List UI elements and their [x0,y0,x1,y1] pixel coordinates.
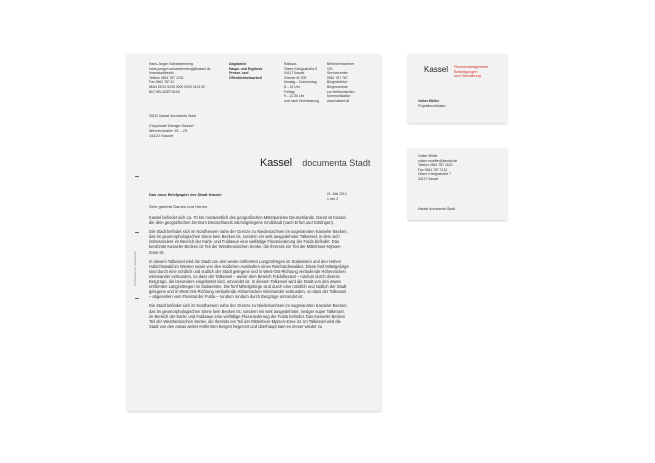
address-line: Montag – Donnerstag [284,80,317,85]
address-line: Rathaus [284,62,297,66]
address-block [284,62,319,103]
contact-line: Fax 0561 787 2132 [418,167,448,172]
city-logo [260,153,370,171]
letter-body [149,215,349,405]
sender-line: Telefon 0561 787 1234 [149,75,184,80]
sender-line: hans-juergen.schwedemberg@kassel.de [149,66,211,71]
dept-line: Abgabebei [229,62,247,66]
logo-word: Kassel [260,157,292,169]
department-block [229,62,262,80]
letter-date: 21. Mai 2012 [327,192,347,196]
contact-line: 34117 Kassel [418,176,439,181]
return-address: 34112 Kassel documenta Stadt [149,114,196,118]
punch-mark [135,232,139,233]
body-paragraph: Die Stadt befindet sich im Nordhessen nahe der Grenze zu Niedersachsen im sogenannten Kasseler Becken, das im geomorphologischen Sinne kein Becken ist, sondern ein weit ausgedehnter Talkessel, in dem sich insbesondere im Bereich der Karls- und Fuldaaue eine vielfältige Flussniederung der Fulda befindet. Das berühmte Kasseler Becken ist Teil der Westhessischen Senke, die Ihrersits ein Teil der Mittelmeer-Mjösen-Zone ist. [149,229,348,255]
address-line: 8 – 15 Uhr [284,84,300,89]
body-paragraph: Kassel befindet sich ca. 70 km nordwestlich des geografischen Mittelpunktes Deutschlands. Damit ist Kassel die dem geografischen Zentrum Deutschlands nächstgelegene Großstadt (nach Erfurt und Göttingen). [149,215,346,226]
subject-line: Das neue Briefpapier der Stadt Kassel [149,192,222,197]
service-line: 0561 787 787 [327,75,348,80]
salutation: Sehr geehrte Damen und Herren, [149,204,209,209]
service-line: 115 [327,66,333,71]
sender-line: BIC HELADEF1KAS [149,89,180,94]
contact-line: Volker Müller [418,154,438,158]
card-footer: Kassel documenta Stadt [418,207,455,211]
card-name: Volker Müller [418,99,440,103]
sender-line: Fax 0561 787 67 [149,80,175,85]
address-line: und nach Vereinbarung [284,98,320,103]
fold-mark-top [135,176,139,177]
card-contact-block [418,154,457,182]
service-line: Behördennummer [327,62,355,66]
logo-tagline: documenta Stadt [302,158,371,168]
service-block [327,62,355,103]
department-line: Finanzmanagement [454,64,489,69]
address-line: Zimmer W 209 [284,75,307,80]
sender-line: Innenstadtbezirk [149,71,174,76]
department-line: und Verwaltung [454,73,481,79]
service-line: Kommunikation [327,94,351,99]
business-card-back [408,148,507,220]
card-title: Projektkoordinator [418,104,446,108]
body-paragraph: In diesem Talkessel wird die Stadt von den weiter entfernten Langzeitregen im Südwesten und den Hohen Habichtswald im Westen sowie von den südlichen Ausläufern eines Reinhardswaldes. Diese fünf Mittelgebirge sind durch eine nördlich und südlich der Stadt gelegene und in West-Ost-Richtung verlaufende Höhenrücken miteinander verbunden, so dass der Talkessel – außer dem Bereich Fuldaflusstal – rundum durch diverse Bergzüge, die besonders eingebettet sind, umrundet ist. In diesem Talkessel wird die Stadt von den etwas entfernten Langzeitregen im Südwesten. Die fünf Mittelgebirge sind durch eine nördlich und südlich der Stadt gelegene und in West-Ost-Richtung verlaufende Höhenrücken miteinander verbunden, so dass der Talkessel – abgesehen vom Flusstal der Fulda – rundum rundum durch Bergzüge umrundet ist. [149,258,349,300]
contact-line: volker-mueller@kassel.de [418,158,458,163]
department-line: Beteiligungen [454,68,478,74]
letterhead-sheet [127,54,381,411]
service-line: Bürgertelefon [327,80,348,85]
dept-line: Haupt- und Ergebnis [229,66,263,71]
page-number: 1 von 2 [327,197,339,201]
card-logo-word: Kassel [424,65,449,74]
recipient-block [149,123,193,138]
sender-block [149,62,211,94]
fold-mark-bottom [135,298,139,299]
recipient-line: Corporate Design Kassel [149,123,194,128]
body-paragraph: Die Stadt befindet sich im Nordhessen nahe der Grenze zu Niedersachsen im sogenannten Kasseler Becken, das im geomorphologischen Sinne kein Becken ist, sondern ein weit ausgedehnter, riesiger super Talkessel, im Bereich der Karls- und Fuldaaue eine vielfältige Flussniederung der Fulda befindet. Das Kasseler Becken Teil der Westhessischen Senke, die Ihrersits ein Teil der Mittelmeer-Mjösen-Zone ist. Im Talkessel wird die Stadt von den etwas weiter entfernten Bergen begrenzt und überhaupt kam es immer wieder zu [149,303,348,329]
recipient-line: Mercerstraße 15 – 15 [149,128,188,133]
address-line: Freitag [284,89,295,94]
sender-line: IBAN DE12 5205 0000 0000 0123 00 [149,84,205,89]
service-line: zur elektronischen [327,89,355,94]
service-line: Servicecenter [327,71,348,76]
recipient-line: 34121 Kassel [149,133,174,138]
sender-line: Hans-Jürgen Schwedemberg [149,62,193,66]
card-department [454,65,488,79]
service-line: www.kassel.de [327,98,350,103]
service-line: Bürgerservice [327,84,348,89]
address-line: 9 – 12.30 Uhr [284,94,305,99]
dept-line: Presse- und [229,71,249,76]
margin-note: Zeichenfolge der Seitenränder [134,251,137,286]
contact-line: Telefon 0561 787 2622 [418,163,453,168]
business-card-front [408,54,507,123]
address-line: Obere Königsstraße 8 [284,66,318,71]
contact-line: Obere Königsstraße 7 [418,172,452,177]
dept-line: Öffentlichkeitsarbeit [229,75,262,80]
address-line: 34117 Kassel [284,71,305,76]
